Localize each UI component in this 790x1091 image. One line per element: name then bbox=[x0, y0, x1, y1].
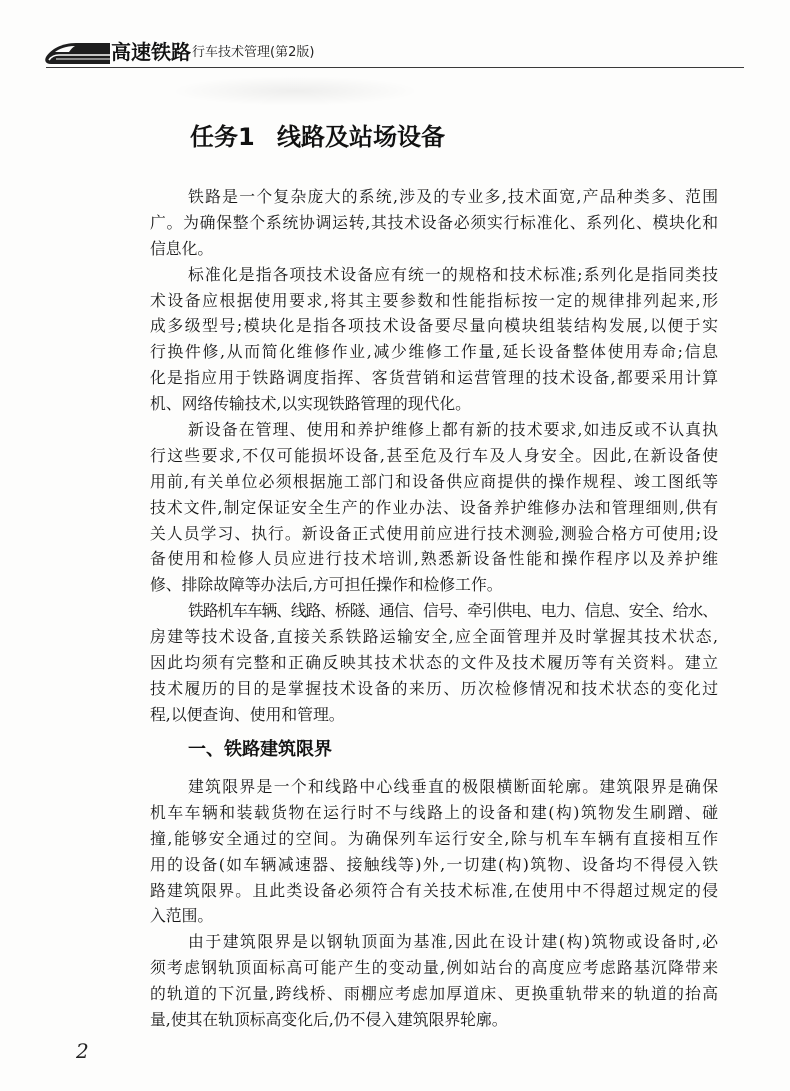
text-line: 标准化是指各项技术设备应有统一的规格和技术标准;系列化是指同类技 bbox=[188, 264, 720, 284]
text-line: 由于建筑限界是以钢轨顶面为基准,因此在设计建(构)筑物或设备时,必 bbox=[188, 932, 720, 952]
text-line: 因此均须有完整和正确反映其技术状态的文件及技术履历等有关资料。建立 bbox=[150, 653, 720, 673]
text-line: 化是指应用于铁路调度指挥、客货营销和运营管理的技术设备,都要采用计算 bbox=[150, 368, 720, 388]
text-line: 建筑限界是一个和线路中心线垂直的极限横断面轮廓。建筑限界是确保 bbox=[188, 777, 720, 796]
text-line: 备使用和检修人员应进行技术培训,熟悉新设备性能和操作程序以及养护维 bbox=[150, 549, 720, 569]
paragraph bbox=[150, 184, 718, 262]
text-line: 量,使其在轨顶标高变化后,仍不侵入建筑限界轮廓。 bbox=[150, 1010, 508, 1030]
text-line: 路建筑限界。且此类设备必须符合有关技术标准,在使用中不得超过规定的侵 bbox=[150, 880, 720, 900]
scan-show-through bbox=[170, 76, 420, 106]
task-name: 线路及站场设备 bbox=[277, 123, 445, 151]
text-line: 关人员学习、执行。新设备正式使用前应进行技术测验,测验合格方可使用;设 bbox=[150, 523, 720, 543]
text-line: 铁路是一个复杂庞大的系统,涉及的专业多,技术面宽,产品种类多、范围 bbox=[188, 187, 720, 206]
running-header bbox=[111, 38, 314, 64]
paragraph bbox=[150, 774, 718, 929]
text-line: 行这些要求,不仅可能损坏设备,甚至危及行车及人身安全。因此,在新设备使 bbox=[150, 445, 720, 465]
book-title: 行车技术管理(第2版) bbox=[192, 45, 315, 60]
task-title bbox=[190, 122, 460, 152]
text-line: 术设备应根据使用要求,将其主要参数和性能指标按一定的规律排列起来,形 bbox=[150, 290, 720, 310]
text-line: 机、网络传输技术,以实现铁路管理的现代化。 bbox=[150, 394, 471, 414]
header-rule bbox=[46, 67, 744, 68]
text-line: 的轨道的下沉量,跨线桥、雨棚应考虑加厚道床、更换重轨带来的轨道的抬高 bbox=[150, 984, 720, 1004]
text-line: 成多级型号;模块化是指各项技术设备要尽量向模块组装结构发展,以便于实 bbox=[150, 316, 720, 336]
text-line: 入范围。 bbox=[150, 906, 214, 926]
paragraph bbox=[150, 598, 718, 727]
intro-text bbox=[150, 184, 718, 728]
task-label: 任务1 bbox=[190, 123, 255, 151]
text-line: 机车车辆和装载货物在运行时不与线路上的设备和建(构)筑物发生刷蹭、碰 bbox=[150, 802, 720, 822]
text-line: 新设备在管理、使用和养护维修上都有新的技术要求,如违反或不认真执 bbox=[188, 420, 720, 440]
text-line: 须考虑钢轨顶面标高可能产生的变动量,例如站台的高度应考虑路基沉降带来 bbox=[150, 958, 720, 978]
text-line: 广。为确保整个系统协调运转,其技术设备必须实行标准化、系列化、模块化和 bbox=[150, 212, 719, 232]
series-title: 高速铁路 bbox=[111, 40, 191, 64]
paragraph bbox=[150, 929, 718, 1033]
text-line: 用前,有关单位必须根据施工部门和设备供应商提供的操作规程、竣工图纸等 bbox=[150, 471, 720, 491]
paragraph bbox=[150, 262, 718, 417]
section-text bbox=[150, 774, 718, 1033]
text-line: 行换件修,从而简化维修作业,减少维修工作量,延长设备整体使用寿命;信息 bbox=[150, 342, 720, 362]
text-line: 信息化。 bbox=[150, 238, 214, 258]
text-line: 撞,能够安全通过的空间。为确保列车运行安全,除与机车车辆有直接相互作 bbox=[150, 828, 720, 848]
paragraph bbox=[150, 417, 718, 598]
text-line: 铁路机车车辆、线路、桥隧、通信、信号、牵引供电、电力、信息、安全、给水、 bbox=[188, 601, 717, 621]
text-line: 房建等技术设备,直接关系铁路运输安全,应全面管理并及时掌握其技术状态, bbox=[150, 627, 720, 647]
text-line: 修、排除故障等办法后,方可担任操作和检修工作。 bbox=[150, 575, 503, 595]
section-heading: 一、铁路建筑限界 bbox=[188, 739, 332, 760]
text-line: 用的设备(如车辆减速器、接触线等)外,一切建(构)筑物、设备均不得侵入铁 bbox=[150, 854, 720, 874]
train-logo-icon bbox=[44, 40, 110, 66]
text-line: 技术文件,制定保证安全生产的作业办法、设备养护维修办法和管理细则,供有 bbox=[150, 497, 720, 517]
text-line: 程,以便查询、使用和管理。 bbox=[150, 704, 345, 724]
page-number: 2 bbox=[76, 1039, 89, 1063]
text-line: 技术履历的目的是掌握技术设备的来历、历次检修情况和技术状态的变化过 bbox=[150, 678, 720, 698]
